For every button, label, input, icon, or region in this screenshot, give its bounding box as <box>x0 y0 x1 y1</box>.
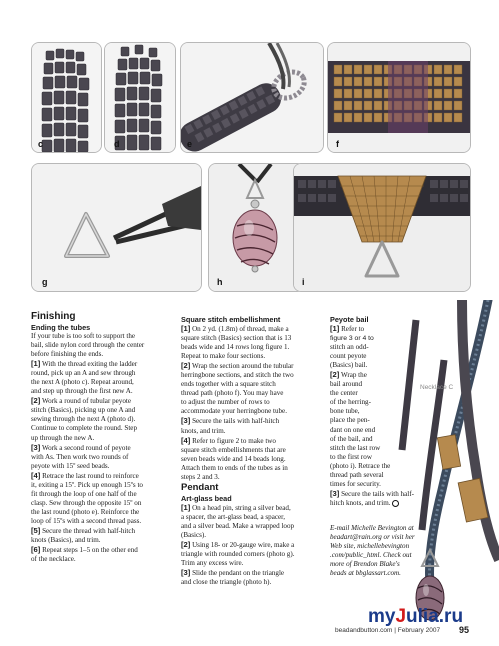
photo-g <box>31 163 202 292</box>
finishing-step-3 <box>31 443 177 453</box>
watermark-pre: my <box>368 606 396 627</box>
step-number: [1] <box>181 324 191 333</box>
finishing-intro-line: bail, slide nylon cord through the center <box>31 341 145 350</box>
step-line: steps 2 and 3. <box>181 472 220 481</box>
step-line: sewing through the next A (photo d). <box>31 415 136 424</box>
step-line: to the first row <box>330 452 372 461</box>
step-text: Work a second round of peyote <box>41 443 131 452</box>
step-text: Refer to <box>341 325 365 333</box>
step-number: [3] <box>330 488 340 498</box>
photo-h-label: h <box>217 277 223 287</box>
contact-line: more of Brendon Blake's <box>330 560 400 569</box>
photo-e-label: e <box>187 139 193 149</box>
step-line: Continue to complete the round. Step <box>31 424 137 433</box>
photo-d-label: d <box>114 139 120 149</box>
step-text: Wrap the section around the tubular <box>191 362 294 371</box>
step-line: Trim any excess wire. <box>181 559 244 568</box>
photo-c <box>31 42 102 153</box>
step-number: [5] <box>31 525 41 535</box>
spacer <box>330 508 462 524</box>
finishing-step-5 <box>31 526 177 536</box>
step-line: stitch (Basics), picking up one A and <box>31 406 136 415</box>
step-line: round, pick up an A and sew through <box>31 369 136 378</box>
photo-c-label: c <box>38 139 44 149</box>
step-line: triangle with rounded corners (photo g). <box>181 550 295 559</box>
step-text: Repeat steps 1–5 on the other end <box>42 546 138 555</box>
finishing-step-2 <box>31 396 177 406</box>
photo-d <box>104 42 176 153</box>
square-stitch-heading: Square stitch embellishment <box>181 315 281 324</box>
step-line: herringbone sections, and stitch the two <box>181 371 294 380</box>
step-line: stitch an odd- <box>330 343 369 352</box>
step-text: Secure the tails with half-hitch <box>192 417 280 426</box>
step-text: With the thread exiting the ladder <box>41 360 138 369</box>
step-line: (photo i). Retrace the <box>330 461 391 470</box>
step-line: and a silver bead. Make a wrapped loop <box>181 521 295 530</box>
step-line: bail around <box>330 380 363 389</box>
step-line: Repeat to make four sections. <box>181 352 266 361</box>
step-line: to adjust the number of rows to <box>181 398 270 407</box>
step-line: knots, and trim. <box>181 426 226 435</box>
step-line: square stitch embellishments that are <box>181 445 286 454</box>
step-line: clasp. Sew through the opposite 15º on <box>31 498 142 507</box>
step-line: beads wide and 14 rows long figure 1. <box>181 343 290 352</box>
step-number: [2] <box>181 539 191 549</box>
watermark-accent: J <box>395 606 407 627</box>
step-number: [1] <box>330 324 340 333</box>
contact-line: beadart@rain.org or visit her <box>330 532 415 541</box>
step-line: a spacer, the art-glass bead, a spacer, <box>181 512 286 521</box>
bail-step-3 <box>330 489 462 499</box>
step-text: Secure the thread with half-hitch <box>42 526 136 535</box>
step-line: and close the triangle (photo h). <box>181 578 272 587</box>
contact-line: E-mail Michelle Bevington at <box>330 523 414 532</box>
finishing-step-1 <box>31 359 177 369</box>
step-number: [2] <box>181 361 191 371</box>
step-line: (Basics) bail. <box>330 361 368 370</box>
step-line: count peyote <box>330 352 367 361</box>
step-line: of the bail, and <box>330 434 373 443</box>
step-line: place the pen- <box>330 416 370 425</box>
step-number: [6] <box>31 545 41 555</box>
step-text: Using 18- or 20-gauge wire, make a <box>192 540 295 549</box>
step-line: of the necklace. <box>31 555 76 564</box>
pendant-step-2 <box>181 540 327 550</box>
photo-e <box>180 42 324 153</box>
step-line: fit through the loop of one half of the <box>31 489 137 498</box>
footer-date: February 2007 <box>397 627 441 634</box>
step-line: accommodate your herringbone tube. <box>181 407 287 416</box>
photo-f <box>327 42 471 153</box>
step-text: Slide the pendant on the triangle <box>192 569 285 578</box>
step-line: figure 3 or 4 to <box>330 335 374 343</box>
step-text: Refer to figure 2 to make two <box>192 436 276 445</box>
square-step-1 <box>181 324 327 334</box>
step-line: times for security. <box>330 479 381 488</box>
art-glass-subheading: Art-glass bead <box>181 493 232 503</box>
finishing-step-6 <box>31 545 177 555</box>
finishing-intro-line: before finishing the ends. <box>31 350 104 359</box>
step-line: it, exiting a 15º. Pick up enough 15ºs to <box>31 480 143 489</box>
step-text: Wrap the <box>340 371 367 380</box>
step-text: On 2 yd. (1.8m) of thread, make a <box>192 325 289 333</box>
step-line: up through the new A. <box>31 433 95 442</box>
footer-credit: beadandbutton.com | February 2007 <box>335 627 441 634</box>
photo-f-label: f <box>336 139 339 149</box>
square-step-2 <box>181 361 327 371</box>
step-number: [3] <box>31 442 41 452</box>
step-line: loop of 15ºs with a second thread pass. <box>31 516 142 525</box>
photo-i <box>293 163 471 292</box>
pendant-step-3 <box>181 568 327 578</box>
square-stitch-column <box>181 315 327 587</box>
finishing-intro-line: If your tube is too soft to support the <box>31 332 136 340</box>
step-line: the last round (photo e). Reinforce the <box>31 507 140 516</box>
step-number: [1] <box>181 502 191 512</box>
step-line: stitch the last row <box>330 443 381 452</box>
contact-line: Web site, michellebevington <box>330 542 410 551</box>
step-number: [1] <box>31 359 41 369</box>
step-line: ends together with a square stitch <box>181 380 276 389</box>
step-number: [4] <box>181 435 191 445</box>
step-line: (Basics). <box>181 530 207 539</box>
page-number: 95 <box>459 625 470 635</box>
watermark <box>368 606 463 628</box>
step-line: bone tube, <box>330 407 360 416</box>
finishing-column <box>31 311 177 564</box>
step-line: of the herring- <box>330 398 371 407</box>
necklace-c-label: Necklace C <box>420 384 454 391</box>
step-line: the next A (photo c). Repeat around, <box>31 378 134 387</box>
step-line: square stitch (Basics) section that is 13 <box>181 334 292 343</box>
footer-site: beadandbutton.com <box>335 627 393 634</box>
contact-line: beads at bbglassart.com. <box>330 569 401 578</box>
bail-step-2 <box>330 370 462 380</box>
step-line: Attach them to ends of the tubes as in <box>181 463 288 472</box>
step-number: [2] <box>330 370 340 380</box>
square-step-4 <box>181 436 327 446</box>
step-number: [4] <box>31 470 41 480</box>
peyote-bail-heading: Peyote bail <box>330 315 369 324</box>
finishing-step-4 <box>31 471 177 481</box>
ending-tubes-subheading: Ending the tubes <box>31 323 91 332</box>
step-line: thread path (photo f). You may have <box>181 389 284 398</box>
step-line: and step up through the first new A. <box>31 387 133 396</box>
step-line: thread path several <box>330 470 384 479</box>
photo-h <box>208 163 305 292</box>
finishing-heading: Finishing <box>31 311 76 322</box>
end-mark-icon <box>392 500 399 507</box>
square-step-3 <box>181 416 327 426</box>
step-number: [3] <box>181 416 191 426</box>
step-text: Retrace the last round to reinforce <box>42 471 139 480</box>
step-number: [2] <box>31 396 41 406</box>
step-text: Secure the tails with half- <box>341 489 414 498</box>
peyote-bail-column <box>330 315 462 578</box>
watermark-post: ulia.ru <box>406 606 464 627</box>
photo-g-label: g <box>42 277 48 287</box>
pendant-heading: Pendant <box>181 481 219 493</box>
bail-step-1 <box>330 324 462 334</box>
step-text: hitch knots, and trim. <box>330 498 391 507</box>
step-line: knots (Basics), and trim. <box>31 536 101 545</box>
step-text: Work a round of tubular peyote <box>41 397 131 406</box>
step-line: with As. Then work two rounds of <box>31 452 129 461</box>
step-line: peyote with 15º seed beads. <box>31 461 110 470</box>
pendant-step-1 <box>181 503 327 513</box>
step-number: [3] <box>181 568 191 578</box>
photo-i-label: i <box>302 277 305 287</box>
step-text: On a head pin, string a silver bead, <box>192 503 291 512</box>
step-line <box>330 499 462 508</box>
step-line: the center <box>330 389 358 398</box>
contact-line: .com/public_html. Check out <box>330 551 412 560</box>
step-line: seven beads wide and 14 beads long. <box>181 454 286 463</box>
step-line: dant on one end <box>330 425 376 434</box>
